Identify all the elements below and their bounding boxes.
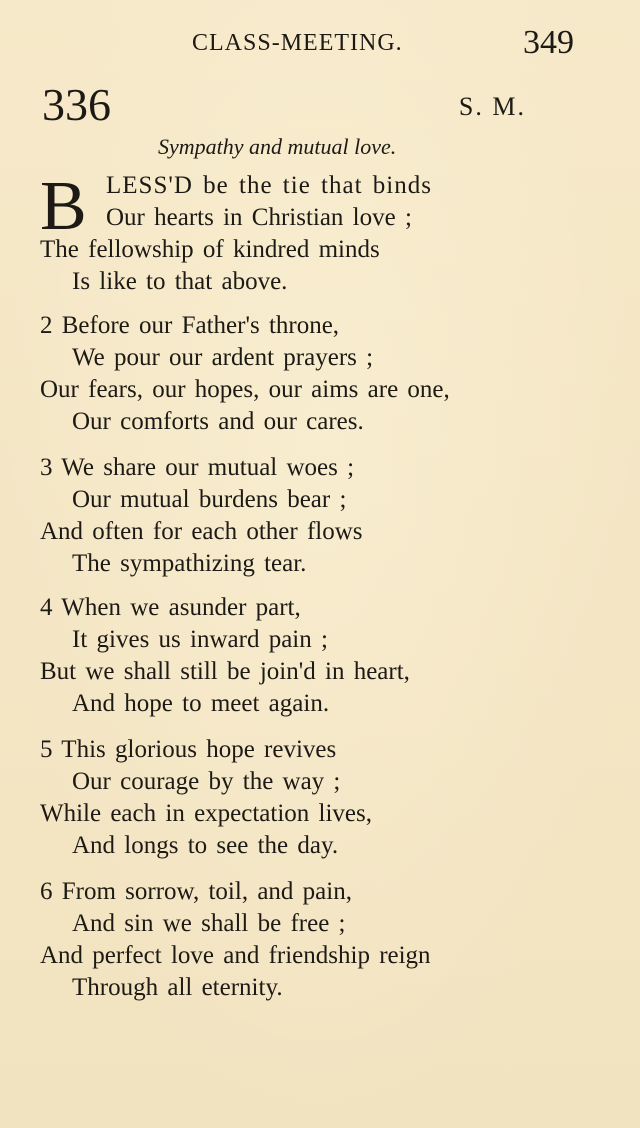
stanza-line: Our mutual burdens bear ; bbox=[72, 486, 347, 513]
stanza-line: Our hearts in Christian love ; bbox=[106, 204, 412, 231]
stanza-5 bbox=[40, 734, 580, 862]
stanza-line: LESS'D be the tie that binds bbox=[106, 172, 432, 199]
stanza-line: And perfect love and friendship reign bbox=[40, 942, 431, 969]
stanza-line: 3 We share our mutual woes ; bbox=[40, 454, 355, 481]
stanza-line: And longs to see the day. bbox=[72, 832, 339, 859]
hymn-subtitle: Sympathy and mutual love. bbox=[158, 134, 397, 159]
running-head bbox=[0, 24, 640, 64]
stanza-line: 2 Before our Father's throne, bbox=[40, 312, 340, 339]
page-number: 349 bbox=[523, 24, 574, 61]
stanza-line: But we shall still be join'd in heart, bbox=[40, 658, 410, 685]
stanza-line: 4 When we asunder part, bbox=[40, 594, 301, 621]
stanza-line: 5 This glorious hope revives bbox=[40, 736, 337, 763]
stanza-line: The sympathizing tear. bbox=[72, 550, 307, 577]
drop-cap: B bbox=[40, 168, 87, 245]
stanza-line: We pour our ardent prayers ; bbox=[72, 344, 374, 371]
stanza-line: It gives us inward pain ; bbox=[72, 626, 328, 653]
running-title: CLASS-MEETING. bbox=[192, 30, 403, 56]
stanza-line: While each in expectation lives, bbox=[40, 800, 373, 827]
stanza-1 bbox=[40, 170, 580, 298]
stanza-2 bbox=[40, 310, 580, 438]
stanza-line: 6 From sorrow, toil, and pain, bbox=[40, 878, 352, 905]
stanza-line: Our comforts and our cares. bbox=[72, 408, 364, 435]
stanza-line: And hope to meet again. bbox=[72, 690, 330, 717]
hymn-meter: S. M. bbox=[458, 92, 526, 121]
stanza-line: And often for each other flows bbox=[40, 518, 363, 545]
stanza-6 bbox=[40, 876, 580, 1004]
stanza-line: Our courage by the way ; bbox=[72, 768, 341, 795]
stanza-line: Our fears, our hopes, our aims are one, bbox=[40, 376, 450, 403]
stanza-line: Through all eternity. bbox=[72, 974, 283, 1001]
stanza-line: The fellowship of kindred minds bbox=[40, 236, 380, 263]
hymn-number: 336 bbox=[42, 79, 111, 130]
stanza-line: Is like to that above. bbox=[72, 268, 288, 295]
stanza-4 bbox=[40, 592, 580, 720]
stanza-line: And sin we shall be free ; bbox=[72, 910, 346, 937]
stanza-3 bbox=[40, 452, 580, 580]
